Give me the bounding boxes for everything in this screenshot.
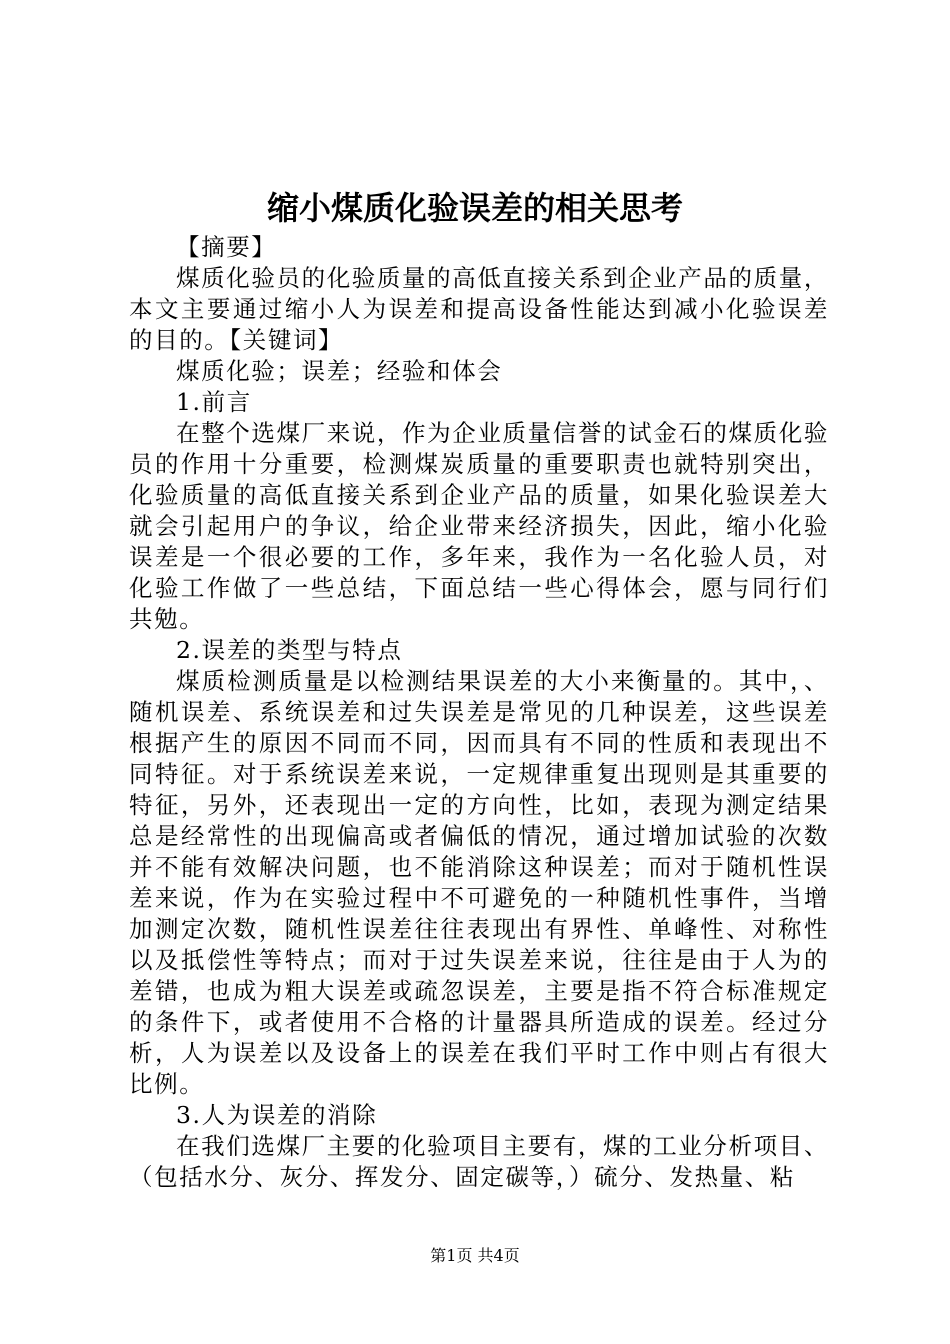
page-number-footer: 第1页 共4页 xyxy=(430,1246,520,1265)
document-body xyxy=(129,232,829,1193)
section1-heading: 1.前言 xyxy=(176,388,252,416)
abstract-heading: 【摘要】 xyxy=(176,233,277,261)
section2-paragraph: 煤质检测质量是以检测结果误差的大小来衡量的。其中，、随机误差、系统误差和过失误差是常见的几种误差，这些误差根据产生的原因不同而不同，因而具有不同的性质和表现出不同特征。对于系统误差来说，一定规律重复出现则是其重要的特征，另外，还表现出一定的方向性，比如，表现为测定结果总是经常性的出现偏高或者偏低的情况，通过增加试验的次数并不能有效解决问题，也不能消除这种误差；而对于随机性误差来说，作为在实验过程中不可避免的一种随机性事件，当增加测定次数，随机性误差往往表现出有界性、单峰性、对称性以及抵偿性等特点；而对于过失误差来说，往往是由于人为的差错，也成为粗大误差或疏忽误差，主要是指不符合标准规定的条件下，或者使用不合格的计量器具所造成的误差。经过分析，人为误差以及设备上的误差在我们平时工作中则占有很大比例。 xyxy=(129,667,829,1098)
section3-heading: 3.人为误差的消除 xyxy=(176,1101,378,1129)
abstract-paragraph: 煤质化验员的化验质量的高低直接关系到企业产品的质量，本文主要通过缩小人为误差和提高设备性能达到减小化验误差的目的。【关键词】 xyxy=(129,264,829,354)
section1-paragraph: 在整个选煤厂来说，作为企业质量信誉的试金石的煤质化验员的作用十分重要，检测煤炭质量的重要职责也就特别突出，化验质量的高低直接关系到企业产品的质量，如果化验误差大就会引起用户的争议，给企业带来经济损失，因此，缩小化验误差是一个很必要的工作，多年来，我作为一名化验人员，对化验工作做了一些总结，下面总结一些心得体会，愿与同行们共勉。 xyxy=(129,419,829,633)
section2-heading: 2.误差的类型与特点 xyxy=(176,636,403,664)
document-title: 缩小煤质化验误差的相关思考 xyxy=(266,189,683,227)
section3-paragraph: 在我们选煤厂主要的化验项目主要有，煤的工业分析项目、（包括水分、灰分、挥发分、固定碳等，）硫分、发热量、粘 xyxy=(129,1132,829,1191)
keywords-paragraph: 煤质化验；误差；经验和体会 xyxy=(176,357,503,385)
